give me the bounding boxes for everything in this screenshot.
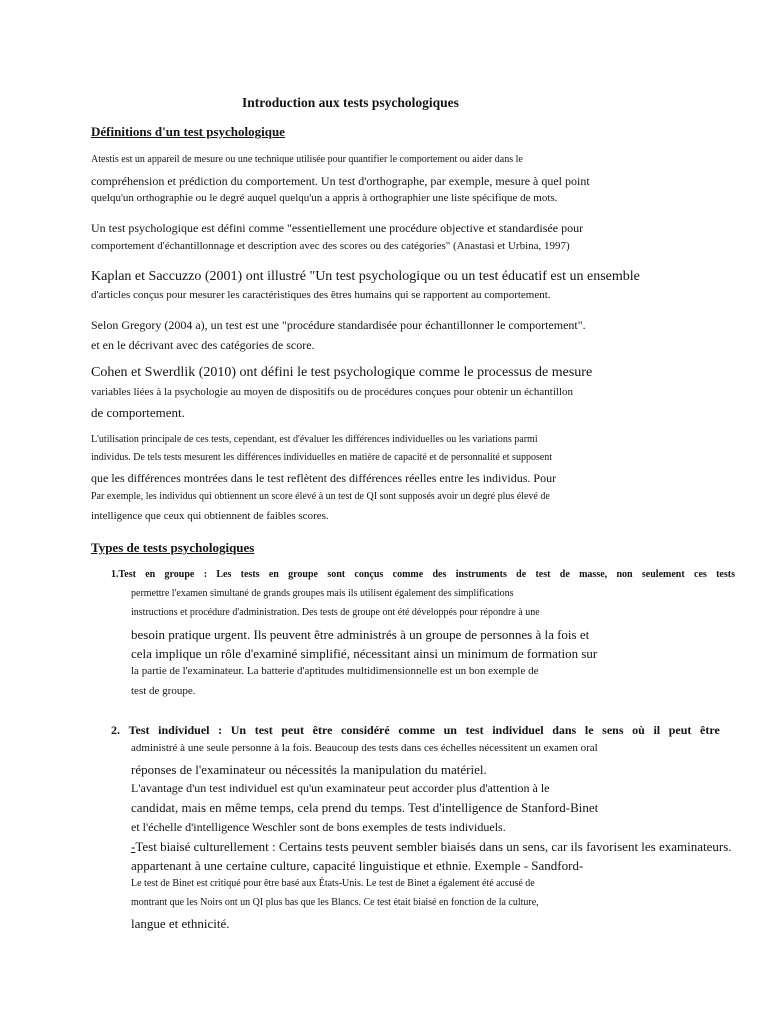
justified-word: test xyxy=(465,723,484,737)
paragraph-line: Un test psychologique est défini comme "essentiellement une procédure objective et standardisée pour xyxy=(91,221,584,235)
justified-word: test xyxy=(254,723,273,737)
list-item-line: besoin pratique urgent. Ils peuvent être administrés à un groupe de personnes à la fois et xyxy=(131,627,590,642)
justified-word: 1.Test xyxy=(111,569,136,580)
page-title: Introduction aux tests psychologiques xyxy=(242,95,459,110)
justified-word: le xyxy=(584,723,594,737)
list-item-individual-test-first-line xyxy=(111,724,720,736)
paragraph-line: Cohen et Swerdlik (2010) ont défini le test psychologique comme le processus de mesure xyxy=(91,365,593,380)
justified-word: Un xyxy=(230,723,247,737)
justified-word: peut xyxy=(281,723,305,737)
list-item-line: permettre l'examen simultané de grands groupes mais ils utilisent également des simplifications xyxy=(131,588,514,599)
culture-biased-line xyxy=(131,840,732,853)
justified-word: de xyxy=(516,569,527,580)
justified-word: sens xyxy=(602,723,624,737)
list-item-line: réponses de l'examinateur ou nécessités la manipulation du matériel. xyxy=(131,762,487,777)
justified-word: individuel xyxy=(492,723,544,737)
justified-word: peut xyxy=(668,723,692,737)
justified-word: un xyxy=(443,723,457,737)
paragraph-line: Atestis est un appareil de mesure ou une technique utilisée pour quantifier le comportement ou aider dans le xyxy=(91,154,523,165)
justified-word: de xyxy=(559,569,570,580)
paragraph-line: L'utilisation principale de ces tests, cependant, est d'évaluer les différences individuelles ou les variations parmi xyxy=(91,434,538,445)
justified-word: Les xyxy=(216,569,232,580)
justified-word: individuel xyxy=(158,723,210,737)
paragraph-line: que les différences montrées dans le test reflètent des différences réelles entre les individus. Pour xyxy=(91,471,557,485)
list-item-line: Le test de Binet est critiqué pour être basé aux États-Unis. Le test de Binet a également été accusé de xyxy=(131,878,535,889)
paragraph-line: d'articles conçus pour mesurer les caractéristiques des êtres humains qui se rapportent au comportement. xyxy=(91,289,551,301)
paragraph-line: variables liées à la psychologie au moyen de dispositifs ou de procédures conçues pour obtenir un échantillon xyxy=(91,386,574,398)
list-item-line: candidat, mais en même temps, cela prend du temps. Test d'intelligence de Stanford-Binet xyxy=(131,800,599,815)
justified-word: tests xyxy=(240,569,260,580)
paragraph-line: intelligence que ceux qui obtiennent de faibles scores. xyxy=(91,510,329,522)
justified-word: non xyxy=(616,569,633,580)
list-item-line: L'avantage d'un test individuel est qu'un examinateur peut accorder plus d'attention à le xyxy=(131,781,550,795)
justified-word: sont xyxy=(327,569,346,580)
justified-word: où xyxy=(632,723,645,737)
justified-word: tests xyxy=(716,569,735,580)
list-item-line: instructions et procédure d'administration. Des tests de groupe ont été développés pour répondre à une xyxy=(131,607,540,618)
paragraph-line: quelqu'un orthographie ou le degré auquel quelqu'un a appris à orthographier une liste spécifique de mots. xyxy=(91,192,558,204)
list-item-group-test-first-line xyxy=(111,570,735,580)
justified-word: être xyxy=(700,723,720,737)
justified-word: groupe xyxy=(164,569,195,580)
justified-word: : xyxy=(218,723,223,737)
justified-word: : xyxy=(203,569,208,580)
justified-word: il xyxy=(653,723,661,737)
paragraph-line: Kaplan et Saccuzzo (2001) ont illustré "Un test psychologique ou un test éducatif est un ensemble xyxy=(91,269,640,284)
justified-word: instruments xyxy=(455,569,507,580)
justified-word: en xyxy=(268,569,279,580)
list-item-line: et l'échelle d'intelligence Weschler sont de bons exemples de tests individuels. xyxy=(131,820,506,834)
justified-word: test xyxy=(535,569,551,580)
section-heading-types: Types de tests psychologiques xyxy=(91,540,255,555)
list-item-line: la partie de l'examinateur. La batterie d'aptitudes multidimensionnelle est un bon exemple de xyxy=(131,665,539,677)
paragraph-line: Selon Gregory (2004 a), un test est une "procédure standardisée pour échantillonner le comportement". xyxy=(91,318,586,332)
justified-word: conçus xyxy=(354,569,384,580)
justified-word: des xyxy=(432,569,447,580)
justified-word: en xyxy=(145,569,156,580)
list-item-line: cela implique un rôle d'examiné simplifié, nécessitant ainsi un minimum de formation sur xyxy=(131,646,598,661)
justified-word: être xyxy=(312,723,333,737)
justified-word: masse, xyxy=(579,569,608,580)
justified-word: Test xyxy=(128,723,150,737)
list-item-line: langue et ethnicité. xyxy=(131,916,230,931)
list-item-line: appartenant à une certaine culture, capacité linguistique et ethnie. Exemple - Sandford- xyxy=(131,858,584,873)
list-item-line: test de groupe. xyxy=(131,685,196,697)
list-item-line: administré à une seule personne à la fois. Beaucoup des tests dans ces échelles nécessitent un examen oral xyxy=(131,742,598,754)
paragraph-line: compréhension et prédiction du comportement. Un test d'orthographe, par exemple, mesure à quel point xyxy=(91,174,590,188)
justified-word: considéré xyxy=(341,723,390,737)
justified-word: comme xyxy=(398,723,435,737)
justified-word: 2. xyxy=(111,723,120,737)
culture-biased-text: Test biaisé culturellement : Certains tests peuvent sembler biaisés dans un sens, car ils favorisent les examinateurs. xyxy=(135,839,732,854)
justified-word: groupe xyxy=(288,569,318,580)
justified-word: comme xyxy=(392,569,424,580)
paragraph-line: comportement d'échantillonnage et description avec des scores ou des catégories" (Anastasi et Urbina, 1997) xyxy=(91,240,570,252)
paragraph-line: Par exemple, les individus qui obtiennent un score élevé à un test de QI sont supposés avoir un degré plus élevé de xyxy=(91,491,550,502)
justified-word: ces xyxy=(694,569,707,580)
paragraph-line: et en le décrivant avec des catégories de score. xyxy=(91,338,315,352)
justified-word: dans xyxy=(552,723,577,737)
list-item-line: montrant que les Noirs ont un QI plus bas que les Blancs. Ce test était biaisé en fonction de la culture, xyxy=(131,897,539,908)
dash-marker: - xyxy=(131,839,136,854)
paragraph-line: de comportement. xyxy=(91,405,185,420)
paragraph-line: individus. De tels tests mesurent les différences individuelles en matière de capacité et de personnalité et supposent xyxy=(91,452,553,463)
section-heading-definitions: Définitions d'un test psychologique xyxy=(91,124,285,139)
justified-word: seulement xyxy=(641,569,685,580)
